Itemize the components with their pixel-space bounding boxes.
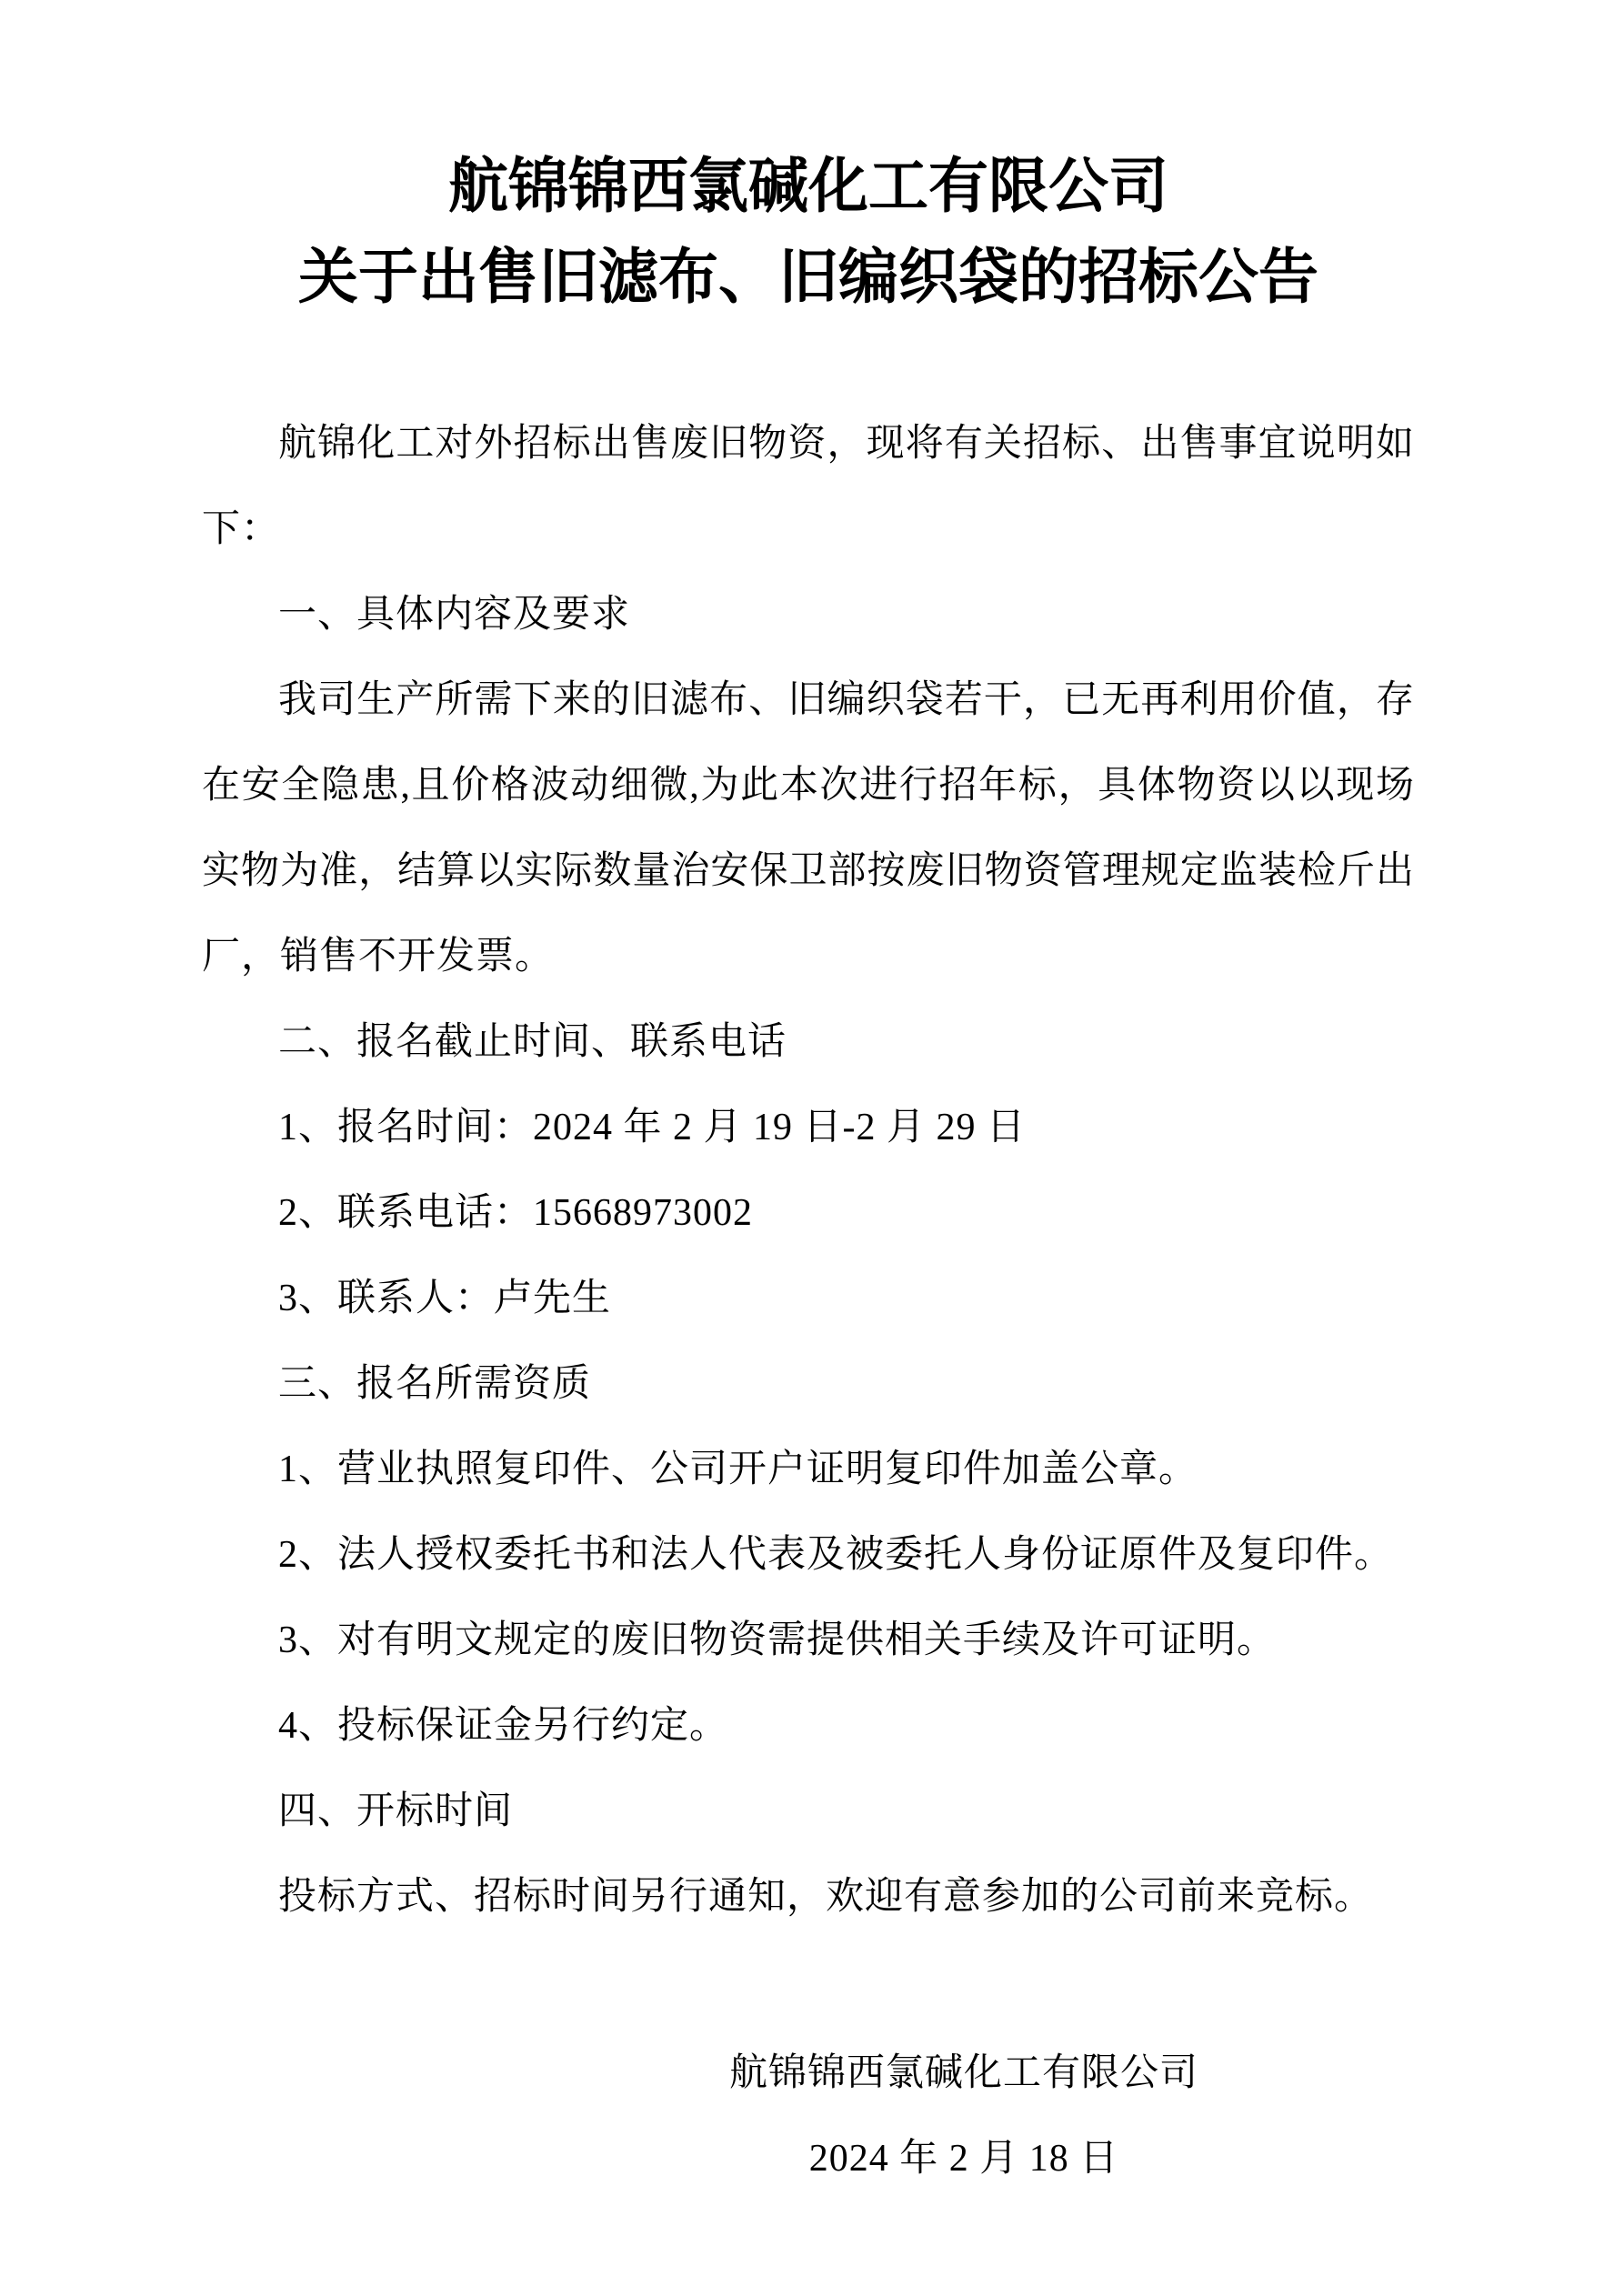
document-title-line2: 关于出售旧滤布、旧编织袋的招标公告 xyxy=(298,245,1318,311)
item-qualification-3: 3、对有明文规定的废旧物资需提供相关手续及许可证明。 xyxy=(278,1619,1277,1661)
document-title-line1: 航锦锦西氯碱化工有限公司 xyxy=(448,154,1168,220)
item-qualification-4: 4、投标保证金另行约定。 xyxy=(278,1705,729,1747)
item-qualification-1: 1、营业执照复印件、公司开户证明复印件加盖公章。 xyxy=(278,1449,1198,1490)
paragraph-intro: 航锦化工对外招标出售废旧物资，现将有关招标、出售事宜说明如下： xyxy=(202,423,1415,550)
section-4-heading: 四、开标时间 xyxy=(278,1790,514,1832)
section-1-content: 我司生产所需下来的旧滤布、旧编织袋若干，已无再利用价值，存在安全隐患,且价格波动细微,为此本次进行招年标，具体物资以以现场实物为准，结算以实际数量治安保卫部按废旧物资管理规定监装检斤出厂，销售不开发票。 xyxy=(202,679,1415,978)
signature-date: 2024 年 2 月 18 日 xyxy=(808,2138,1119,2180)
item-registration-time: 1、报名时间：2024 年 2 月 19 日-2 月 29 日 xyxy=(278,1107,1026,1148)
item-contact-person: 3、联系人：卢先生 xyxy=(278,1278,612,1319)
item-qualification-2: 2、法人授权委托书和法人代表及被委托人身份证原件及复印件。 xyxy=(278,1534,1394,1576)
document-body xyxy=(202,401,1415,1940)
section-1-heading: 一、具体内容及要求 xyxy=(278,594,631,636)
item-contact-phone: 2、联系电话：15668973002 xyxy=(278,1192,754,1234)
section-2-heading: 二、报名截止时间、联系电话 xyxy=(278,1021,787,1063)
signature-block xyxy=(637,2030,1291,2201)
paragraph-closing: 投标方式、招标时间另行通知，欢迎有意参加的公司前来竞标。 xyxy=(278,1876,1374,1918)
signature-company: 航锦锦西氯碱化工有限公司 xyxy=(728,2052,1198,2094)
section-3-heading: 三、报名所需资质 xyxy=(278,1363,592,1405)
